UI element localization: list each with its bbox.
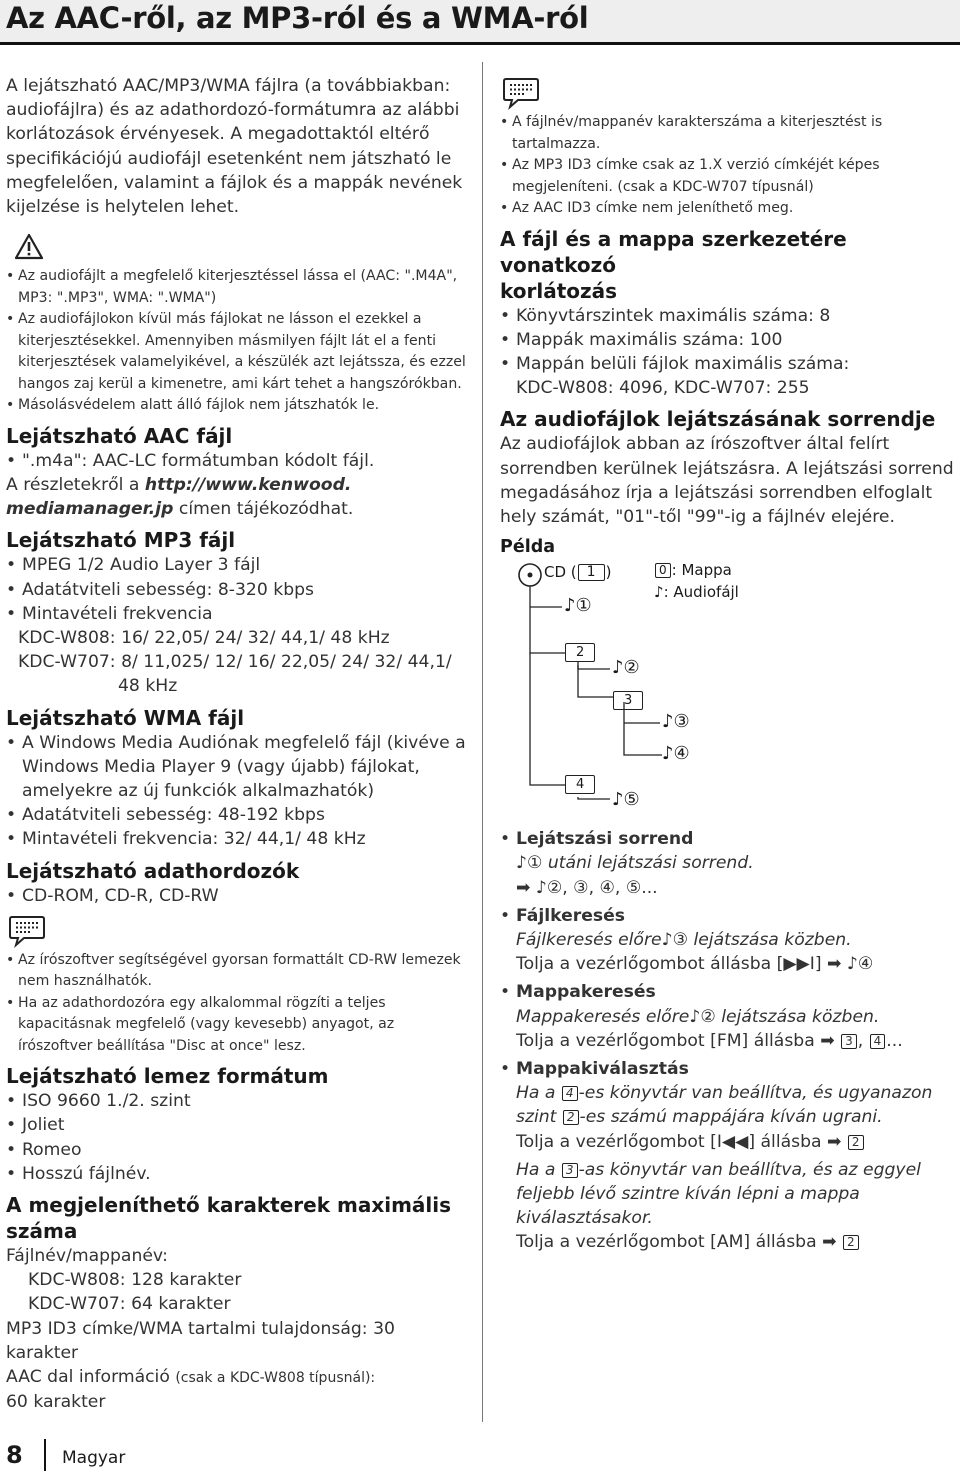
list-item: • MPEG 1/2 Audio Layer 3 fájl xyxy=(6,553,468,577)
disc-format-heading: Lejátszható lemez formátum xyxy=(6,1064,329,1089)
folder-tree-diagram xyxy=(500,557,955,817)
structure-list xyxy=(500,304,955,377)
example-label: Példa xyxy=(500,537,556,558)
list-item: • A fájlnév/mappanév karakterszáma a kiterjesztést is tartalmazza. xyxy=(500,112,955,155)
file-5: ♪⑤ xyxy=(612,789,640,811)
kenwood-link-cont[interactable]: mediamanager.jp xyxy=(6,499,174,520)
list-item: • Mappakeresés Mappakeresés előre♪② lejátszása közben. Tolja a vezérlőgombot [FM] állásba ➡ 3 , 4 ... xyxy=(500,980,955,1053)
note-speech-bubble-icon xyxy=(8,914,46,948)
aac-heading: Lejátszható AAC fájl xyxy=(6,423,233,448)
operations-list xyxy=(500,827,955,1254)
max-chars-line: KDC-W707: 64 karakter xyxy=(28,1294,231,1315)
max-chars-line: Fájlnév/mappanév: xyxy=(6,1246,168,1267)
left-column xyxy=(6,62,468,1415)
wma-list xyxy=(6,731,468,852)
list-item: • Romeo xyxy=(6,1138,468,1162)
list-item: • Az írószoftver segítségével gyorsan formattált CD-RW lemezek nem használhatók. xyxy=(6,950,468,993)
list-item: • Az AAC ID3 címke nem jeleníthető meg. xyxy=(500,198,955,220)
folder-4: 4 xyxy=(564,775,596,794)
header-rule xyxy=(0,42,960,45)
mp3-freq-w808: KDC-W808: 16/ 22,05/ 24/ 32/ 44,1/ 48 kHz xyxy=(18,627,390,648)
right-notes-list xyxy=(500,112,955,220)
list-item: • Mintavételi frekvencia xyxy=(6,602,468,626)
file-2: ♪② xyxy=(612,657,640,679)
list-item: • Mappák maximális száma: 100 xyxy=(500,328,955,352)
aac-list xyxy=(6,449,468,473)
page-number: 8 xyxy=(6,1441,23,1469)
right-column xyxy=(500,62,955,1255)
list-item: • ".m4a": AAC-LC formátumban kódolt fájl. xyxy=(6,449,468,473)
page-header xyxy=(0,0,960,42)
legend-folder: 0 : Mappa xyxy=(654,561,732,579)
footer-language: Magyar xyxy=(62,1448,126,1468)
media-notes xyxy=(6,950,468,1058)
list-item: • Mappakiválasztás Ha a 4 -es könyvtár van beállítva, és ugyanazon szint 2 -es számú mappájára kíván ugrani. Tolja a vezérlőgombot [I◀◀] állásba ➡ 2 Ha a 3 -as könyvtár van beállítva, és az eggyel feljebb lévő szintre kíván lépni a mappa kiválasztásakor. Tolja a vezérlőgombot [AM] állásba ➡ 2 xyxy=(500,1057,955,1255)
list-item: • Adatátviteli sebesség: 48-192 kbps xyxy=(6,803,468,827)
mp3-list xyxy=(6,553,468,626)
structure-sub: KDC-W808: 4096, KDC-W707: 255 xyxy=(516,378,810,399)
kenwood-link[interactable]: http://www.kenwood. xyxy=(144,474,352,495)
structure-heading: A fájl és a mappa szerkezetére vonatkozó korlátozás xyxy=(500,226,847,303)
cd-label: CD ( 1 ) xyxy=(544,563,612,582)
folder-1-badge: 1 xyxy=(578,564,605,581)
mp3-freq-w707: KDC-W707: 8/ 11,025/ 12/ 16/ 22,05/ 24/ 32/ 44,1/ xyxy=(18,652,452,673)
list-item: • Mintavételi frekvencia: 32/ 44,1/ 48 kHz xyxy=(6,827,468,851)
list-item: • A Windows Media Audiónak megfelelő fájl (kivéve a Windows Media Player 9 (vagy újabb) fájlokat, amelyekre az új funkciók alkalmazhatók) xyxy=(6,731,468,804)
caution-list xyxy=(6,266,468,417)
max-chars-line: KDC-W808: 128 karakter xyxy=(28,1270,242,1291)
max-chars-heading: A megjeleníthető karakterek maximális száma xyxy=(6,1193,452,1244)
list-item: • Ha az adathordozóra egy alkalommal rögzíti a teljes kapacitásnak megfelelő (vagy kevesebb) anyagot, az írószoftver beállítása "Disc at once" lesz. xyxy=(6,993,468,1058)
list-item: • Hosszú fájlnév. xyxy=(6,1162,468,1186)
list-item: • Az audiofájlokon kívül más fájlokat ne lásson el ezekkel a kiterjesztésekkel. Amennyiben másmilyen fájlt lát el a fenti kiterjesztések valamelyikével, a készülék azt lejátssza, és ezzel hangos zaj kerül a kimenetre, ami kárt tehet a hangszórókban. xyxy=(6,309,468,395)
folder-3: 3 xyxy=(612,691,644,710)
list-item: • Mappán belüli fájlok maximális száma: xyxy=(500,352,955,376)
max-chars-line: 60 karakter xyxy=(6,1392,106,1413)
wma-heading: Lejátszható WMA fájl xyxy=(6,705,245,730)
legend-file: ♪: Audiofájl xyxy=(654,583,739,602)
list-item: • CD-ROM, CD-R, CD-RW xyxy=(6,884,468,908)
list-item: • Joliet xyxy=(6,1113,468,1137)
mp3-freq-w707-cont: 48 kHz xyxy=(118,676,178,697)
column-divider xyxy=(482,62,483,1422)
media-list xyxy=(6,884,468,908)
list-item: • Lejátszási sorrend ♪① utáni lejátszási sorrend. ➡ ♪②, ③, ④, ⑤... xyxy=(500,827,955,900)
page-title: Az AAC-ről, az MP3-ról és a WMA-ról xyxy=(6,1,589,35)
order-heading: Az audiofájlok lejátszásának sorrendje xyxy=(500,407,936,432)
warning-triangle-icon xyxy=(14,233,44,260)
intro-text: A lejátszható AAC/MP3/WMA fájlra (a továbbiakban: audiofájlra) és az adathordozó-formátumra az alábbi korlátozások érvényesek. A megadottaktól eltérő specifikációjú audiofájl esetenként nem játszható le megfelelően, valamint a fájlok és a mappák nevének kijelzése is helytelen lehet. xyxy=(6,76,463,218)
list-item: • Könyvtárszintek maximális száma: 8 xyxy=(500,304,955,328)
media-heading: Lejátszható adathordozók xyxy=(6,858,300,883)
note-speech-bubble-icon xyxy=(502,76,540,110)
order-text: Az audiofájlok abban az írószoftver által felírt sorrendben kerülnek lejátszásra. A lejátszási sorrend megadásához írja a lejátszási sorrendben elfoglalt hely számát, "01"-től "99"-ig a fájlnév elejére. xyxy=(500,434,954,527)
aac-reference: A részletekről a http://www.kenwood. mediamanager.jp címen tájékozódhat. xyxy=(6,474,354,520)
list-item: • Fájlkeresés Fájlkeresés előre♪③ lejátszása közben. Tolja a vezérlőgombot állásba [▶▶I] ➡ ♪④ xyxy=(500,904,955,977)
file-3: ♪③ xyxy=(662,711,690,733)
mp3-heading: Lejátszható MP3 fájl xyxy=(6,528,236,553)
max-chars-line: MP3 ID3 címke/WMA tartalmi tulajdonság: 30 karakter xyxy=(6,1318,395,1363)
list-item: • Másolásvédelem alatt álló fájlok nem játszhatók le. xyxy=(6,395,468,417)
list-item: • Az MP3 ID3 címke csak az 1.X verzió címkéjét képes megjeleníteni. (csak a KDC-W707 típusnál) xyxy=(500,155,955,198)
list-item: • ISO 9660 1./2. szint xyxy=(6,1089,468,1113)
file-1: ♪① xyxy=(564,595,592,617)
folder-2: 2 xyxy=(564,643,596,662)
file-4: ♪④ xyxy=(662,743,690,765)
list-item: • Adatátviteli sebesség: 8-320 kbps xyxy=(6,578,468,602)
footer-divider xyxy=(44,1439,46,1471)
disc-format-list xyxy=(6,1089,468,1186)
max-chars-line: AAC dal információ (csak a KDC-W808 típusnál): xyxy=(6,1367,376,1388)
list-item: • Az audiofájlt a megfelelő kiterjesztéssel lássa el (AAC: ".M4A", MP3: ".MP3", WMA: ".WMA") xyxy=(6,266,468,309)
